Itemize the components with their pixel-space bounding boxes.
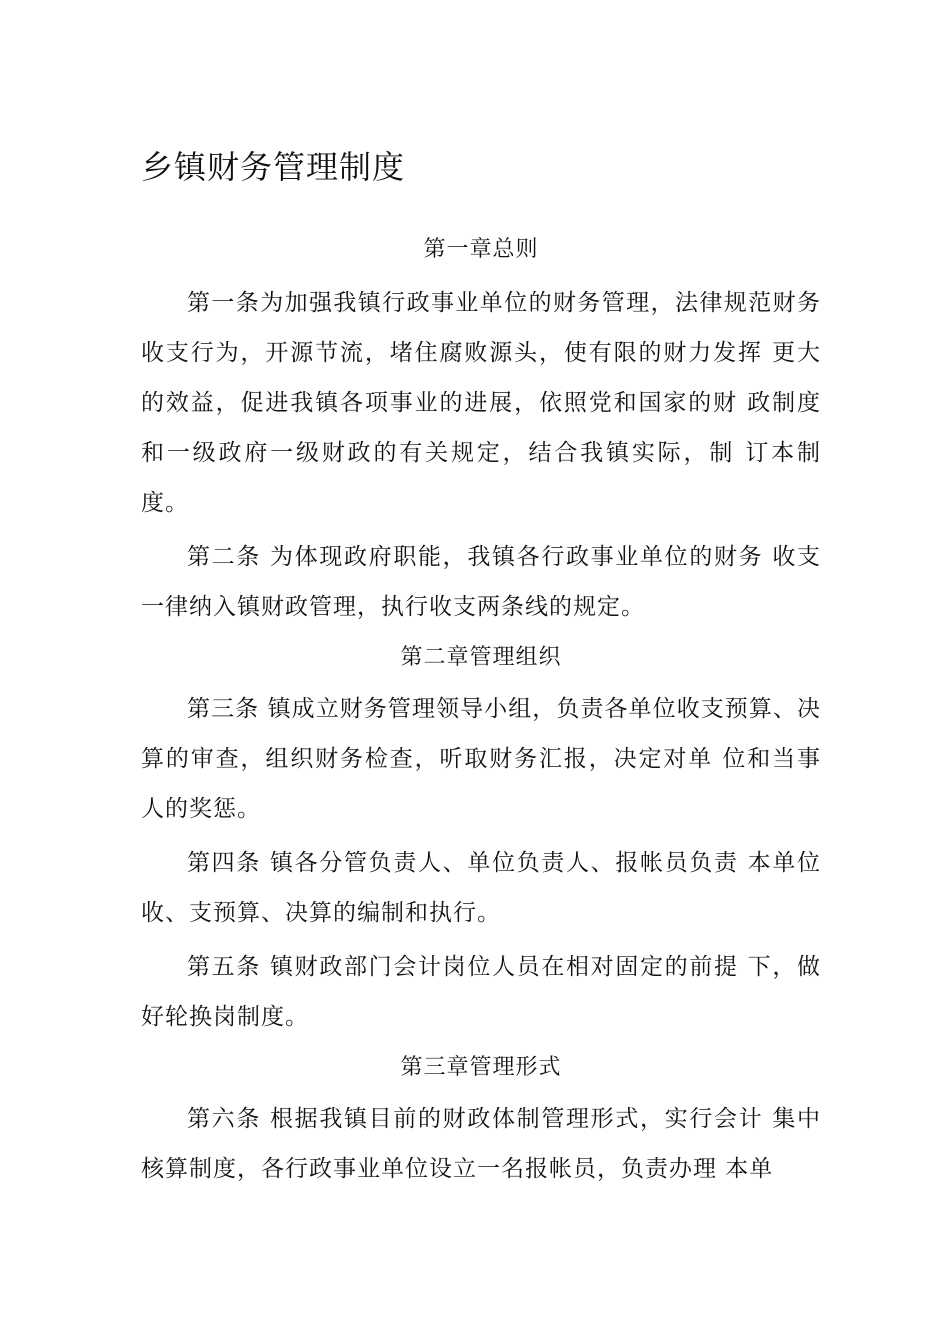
chapter-heading-2: 第二章管理组织 xyxy=(400,645,562,670)
article-1: 第一条为加强我镇行政事业单位的财务管理，法律规范财务收支行为，开源节流，堵住腐败源头，使有限的财力发挥 更大的效益，促进我镇各项事业的进展，依照党和国家的财 政制度和一级政府一级财政的有关规定，结合我镇实际，制 订本制度。 xyxy=(141,290,821,516)
document-title: 乡镇财务管理制度 xyxy=(141,148,406,186)
article-5: 第五条 镇财政部门会计岗位人员在相对固定的前提 下，做好轮换岗制度。 xyxy=(141,954,821,1030)
article-4: 第四条 镇各分管负责人、单位负责人、报帐员负责 本单位收、支预算、决算的编制和执行。 xyxy=(141,850,821,926)
article-6: 第六条 根据我镇目前的财政体制管理形式，实行会计 集中核算制度，各行政事业单位设立一名报帐员，负责办理 本单 xyxy=(141,1106,821,1182)
chapter-heading-1: 第一章总则 xyxy=(423,237,539,262)
article-3: 第三条 镇成立财务管理领导小组，负责各单位收支预算、决算的审查，组织财务检查，听取财务汇报，决定对单 位和当事人的奖惩。 xyxy=(141,696,821,822)
chapter-heading-3: 第三章管理形式 xyxy=(400,1055,562,1080)
document-body xyxy=(141,228,821,1194)
article-2: 第二条 为体现政府职能，我镇各行政事业单位的财务 收支一律纳入镇财政管理，执行收支两条线的规定。 xyxy=(141,544,821,620)
